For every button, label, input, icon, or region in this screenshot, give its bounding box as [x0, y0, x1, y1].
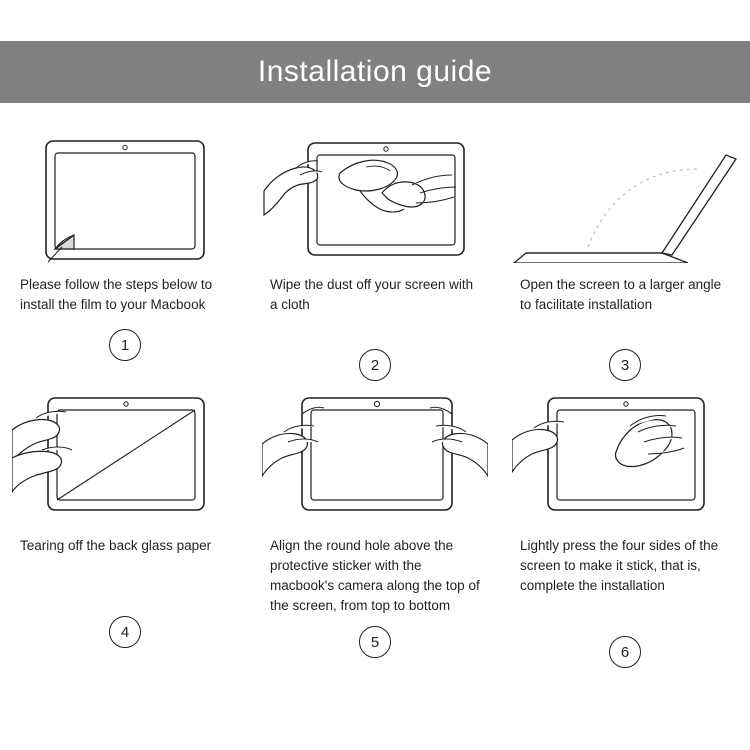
step-2-illustration	[262, 135, 488, 263]
step-5-illustration	[262, 396, 488, 524]
step-item-1	[0, 120, 250, 381]
page-header	[0, 41, 750, 103]
step-6-illustration	[512, 396, 738, 524]
step-1-illustration	[12, 135, 238, 263]
step-item-4	[0, 381, 250, 668]
step-1-number-wrap	[12, 329, 238, 361]
steps-grid	[0, 120, 750, 668]
step-number-badge: 4	[109, 616, 141, 648]
step-4-caption: Tearing off the back glass paper	[20, 538, 212, 553]
step-6-caption: Lightly press the four sides of the screen to make it stick, that is, complete the installation	[520, 538, 719, 593]
step-item-3	[500, 120, 750, 381]
step-4-illustration	[12, 396, 238, 524]
step-number-badge: 2	[359, 349, 391, 381]
step-5-caption: Align the round hole above the protective sticker with the macbook's camera along the top of the screen, from top to bottom	[270, 538, 480, 613]
page-title: Installation guide	[257, 55, 493, 88]
step-4-number-wrap	[12, 616, 238, 648]
step-number-badge: 5	[359, 626, 391, 658]
step-3-caption: Open the screen to a larger angle to facilitate installation	[520, 277, 722, 312]
step-2-number-wrap	[262, 349, 488, 381]
step-number-badge: 6	[609, 636, 641, 668]
step-number-badge: 1	[109, 329, 141, 361]
step-item-6	[500, 381, 750, 668]
step-6-number-wrap	[512, 636, 738, 668]
step-item-2	[250, 120, 500, 381]
step-1-caption: Please follow the steps below to install the film to your Macbook	[20, 277, 213, 312]
step-5-number-wrap	[262, 626, 488, 658]
step-2-caption: Wipe the dust off your screen with a cloth	[270, 277, 474, 312]
step-number-badge: 3	[609, 349, 641, 381]
step-3-illustration	[512, 135, 738, 263]
step-3-number-wrap	[512, 349, 738, 381]
step-item-5	[250, 381, 500, 668]
